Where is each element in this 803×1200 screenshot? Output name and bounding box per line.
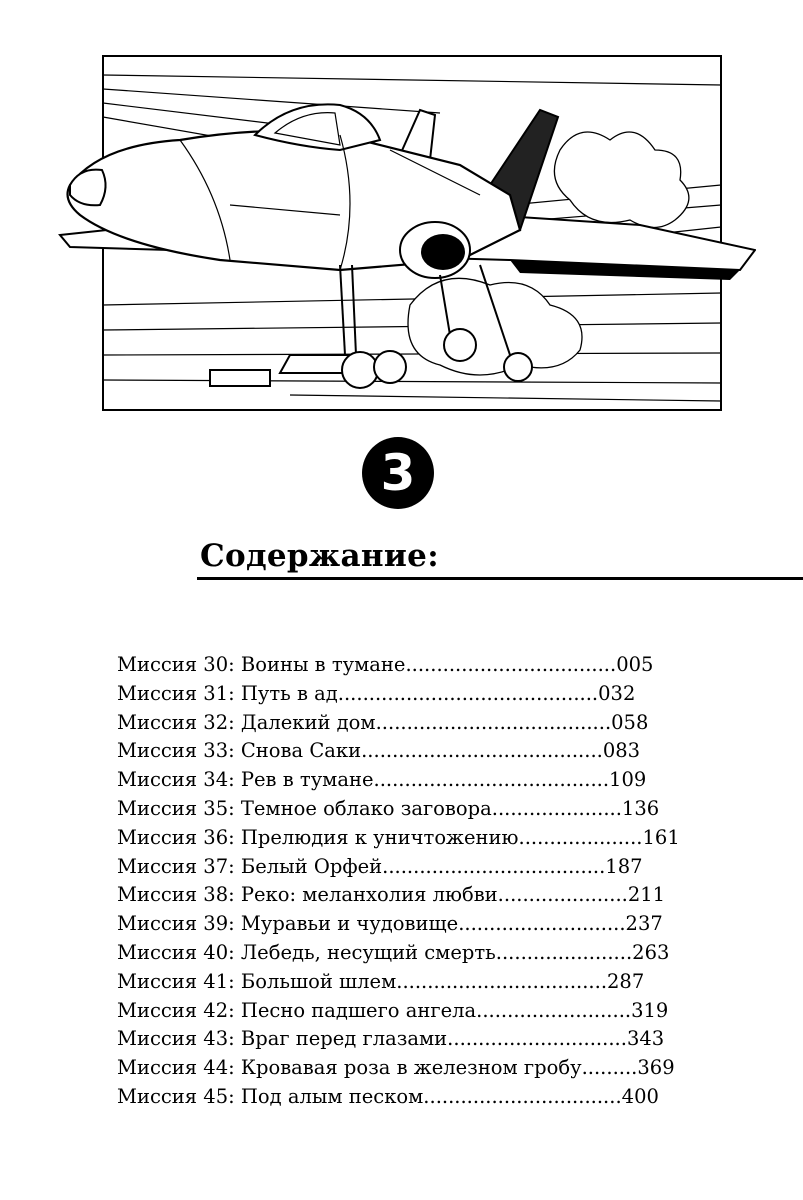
entry-page: 161 bbox=[642, 825, 680, 849]
entry-leader-dots: ....................................... bbox=[361, 739, 603, 763]
entry-title: Враг перед глазами bbox=[240, 1027, 448, 1051]
entry-label: Миссия 30: bbox=[117, 653, 235, 676]
entry-leader-dots: .................................. bbox=[405, 653, 617, 676]
entry-leader-dots: ..................... bbox=[491, 796, 622, 820]
entry-label: Миссия 39: bbox=[117, 912, 235, 936]
entry-leader-dots: ...................................... bbox=[373, 768, 610, 792]
entry-page: 005 bbox=[616, 653, 654, 676]
entry-label: Миссия 33: bbox=[117, 739, 235, 763]
entry-leader-dots: .................................... bbox=[382, 854, 606, 878]
entry-label: Миссия 42: bbox=[117, 998, 235, 1022]
entry-page: 319 bbox=[631, 998, 669, 1022]
entry-leader-dots: ............................. bbox=[447, 1027, 627, 1051]
entry-leader-dots: ......... bbox=[581, 1056, 638, 1080]
table-of-contents bbox=[117, 651, 717, 1112]
entry-leader-dots: ..................... bbox=[497, 883, 628, 907]
toc-entry bbox=[117, 651, 717, 680]
entry-leader-dots: ...................... bbox=[495, 940, 633, 964]
entry-title: Под алым песком bbox=[240, 1084, 424, 1108]
entry-page: 237 bbox=[625, 912, 663, 936]
jet-fighter-illustration bbox=[40, 55, 756, 413]
entry-title: Песно падшего ангела bbox=[240, 998, 477, 1022]
entry-leader-dots: ...................................... bbox=[375, 710, 612, 734]
entry-page: 136 bbox=[621, 796, 660, 820]
toc-entry bbox=[117, 939, 717, 968]
toc-heading: Содержание: bbox=[200, 538, 439, 574]
entry-title: Воины в тумане bbox=[240, 653, 406, 676]
entry-leader-dots: ........................... bbox=[458, 912, 626, 936]
entry-page: 109 bbox=[609, 768, 647, 792]
entry-title: Путь в ад bbox=[240, 681, 338, 705]
toc-entry bbox=[117, 766, 717, 795]
entry-page: 400 bbox=[621, 1084, 659, 1108]
entry-page: 343 bbox=[626, 1027, 665, 1051]
entry-title: Далекий дом bbox=[240, 710, 376, 734]
entry-leader-dots: .................................. bbox=[396, 969, 608, 993]
entry-label: Миссия 43: bbox=[117, 1027, 235, 1051]
entry-title: Лебедь, несущий смерть bbox=[240, 940, 496, 964]
heading-underline bbox=[197, 577, 803, 580]
entry-title: Белый Орфей bbox=[240, 854, 383, 878]
toc-entry bbox=[117, 1054, 717, 1083]
toc-entry bbox=[117, 1083, 717, 1112]
toc-entry bbox=[117, 881, 717, 910]
entry-label: Миссия 37: bbox=[117, 854, 235, 878]
entry-page: 287 bbox=[607, 969, 645, 993]
entry-title: Реко: меланхолия любви bbox=[240, 883, 498, 907]
entry-title: Снова Саки bbox=[240, 739, 362, 763]
entry-page: 187 bbox=[605, 854, 643, 878]
toc-entry bbox=[117, 968, 717, 997]
entry-title: Кровавая роза в железном гробу bbox=[240, 1056, 582, 1080]
entry-label: Миссия 45: bbox=[117, 1084, 235, 1108]
entry-title: Большой шлем bbox=[240, 969, 397, 993]
entry-label: Миссия 32: bbox=[117, 710, 235, 734]
entry-page: 083 bbox=[602, 739, 641, 763]
entry-leader-dots: .................... bbox=[518, 825, 643, 849]
toc-entry bbox=[117, 1025, 717, 1054]
entry-label: Миссия 34: bbox=[117, 768, 235, 792]
entry-page: 032 bbox=[598, 681, 636, 705]
volume-number: 3 bbox=[380, 444, 416, 502]
entry-page: 369 bbox=[637, 1056, 675, 1080]
entry-title: Темное облако заговора bbox=[240, 796, 492, 820]
entry-label: Миссия 41: bbox=[117, 969, 235, 993]
entry-leader-dots: ......................... bbox=[476, 998, 632, 1022]
entry-label: Миссия 40: bbox=[117, 940, 235, 964]
entry-leader-dots: ................................ bbox=[423, 1084, 622, 1108]
entry-page: 263 bbox=[632, 940, 670, 964]
entry-label: Миссия 38: bbox=[117, 883, 235, 907]
toc-entry bbox=[117, 997, 717, 1026]
toc-entry bbox=[117, 680, 717, 709]
entry-label: Миссия 35: bbox=[117, 796, 235, 820]
toc-entry bbox=[117, 709, 717, 738]
entry-page: 058 bbox=[611, 710, 649, 734]
entry-title: Прелюдия к уничтожению bbox=[240, 825, 519, 849]
entry-title: Рев в тумане bbox=[240, 768, 374, 792]
toc-entry bbox=[117, 795, 717, 824]
volume-number-badge bbox=[361, 436, 435, 510]
entry-label: Миссия 44: bbox=[117, 1056, 235, 1080]
entry-page: 211 bbox=[627, 883, 666, 907]
toc-entry bbox=[117, 853, 717, 882]
entry-leader-dots: .......................................... bbox=[337, 681, 599, 705]
toc-entry bbox=[117, 737, 717, 766]
entry-label: Миссия 36: bbox=[117, 825, 235, 849]
toc-entry bbox=[117, 910, 717, 939]
entry-title: Муравьи и чудовище bbox=[240, 912, 459, 936]
toc-entry bbox=[117, 824, 717, 853]
entry-label: Миссия 31: bbox=[117, 681, 235, 705]
